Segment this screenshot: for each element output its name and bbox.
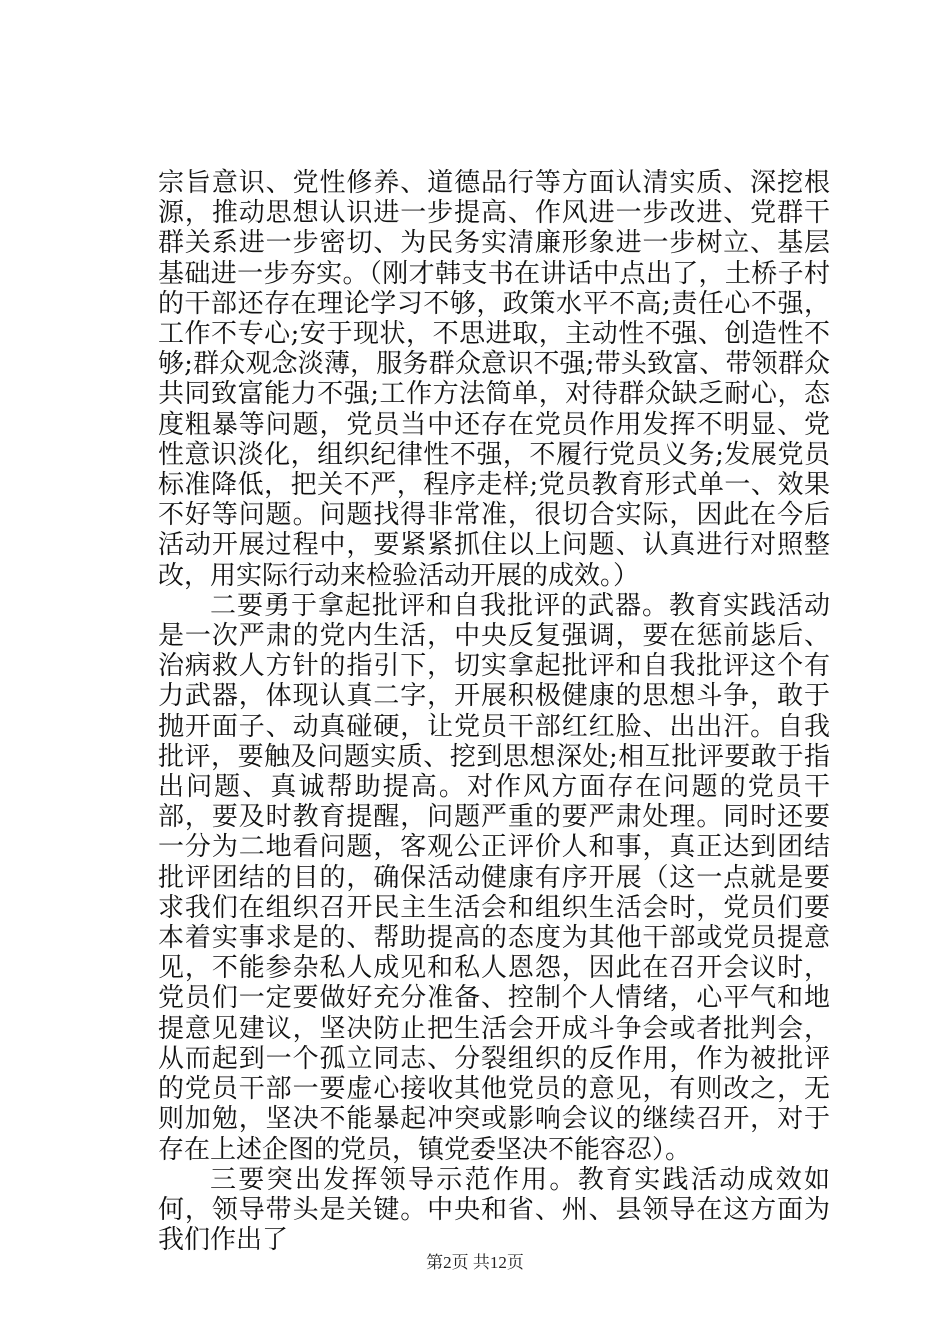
body-text	[158, 168, 830, 1255]
page-footer	[0, 1248, 950, 1273]
paragraph-continuation: 宗旨意识、党性修养、道德品行等方面认清实质、深挖根源，推动思想认识进一步提高、作风进一步改进、党群干群关系进一步密切、为民务实清廉形象进一步树立、基层基础进一步夯实。（刚才韩支书在讲话中点出了，土桥子村的干部还存在理论学习不够，政策水平不高;责任心不强，工作不专心;安于现状，不思进取，主动性不强、创造性不够;群众观念淡薄，服务群众意识不强;带头致富、带领群众共同致富能力不强;工作方法简单，对待群众缺乏耐心，态度粗暴等问题，党员当中还存在党员作用发挥不明显、党性意识淡化，组织纪律性不强，不履行党员义务;发展党员标准降低，把关不严，程序走样;党员教育形式单一、效果不好等问题。问题找得非常准，很切合实际，因此在今后活动开展过程中，要紧紧抓住以上问题、认真进行对照整改，用实际行动来检验活动开展的成效。）	[158, 168, 830, 591]
page-number-label: 第2页 共12页	[426, 1253, 524, 1272]
paragraph-criticism: 二要勇于拿起批评和自我批评的武器。教育实践活动是一次严肃的党内生活，中央反复强调，要在惩前毖后、治病救人方针的指引下，切实拿起批评和自我批评这个有力武器，体现认真二字，开展积极健康的思想斗争，敢于抛开面子、动真碰硬，让党员干部红红脸、出出汗。自我批评，要触及问题实质、挖到思想深处;相互批评要敢于指出问题、真诚帮助提高。对作风方面存在问题的党员干部，要及时教育提醒，问题严重的要严肃处理。同时还要一分为二地看问题，客观公正评价人和事，真正达到团结批评团结的目的，确保活动健康有序开展（这一点就是要求我们在组织召开民主生活会和组织生活会时，党员们要本着实事求是的、帮助提高的态度为其他干部或党员提意见，不能参杂私人成见和私人恩怨，因此在召开会议时，党员们一定要做好充分准备、控制个人情绪，心平气和地提意见建议，坚决防止把生活会开成斗争会或者批判会，从而起到一个孤立同志、分裂组织的反作用，作为被批评的党员干部一要虚心接收其他党员的意见，有则改之，无则加勉，坚决不能暴起冲突或影响会议的继续召开，对于存在上述企图的党员，镇党委坚决不能容忍）。	[158, 590, 830, 1165]
paragraph-leadership: 三要突出发挥领导示范作用。教育实践活动成效如何，领导带头是关键。中央和省、州、县领导在这方面为我们作出了	[158, 1164, 830, 1256]
